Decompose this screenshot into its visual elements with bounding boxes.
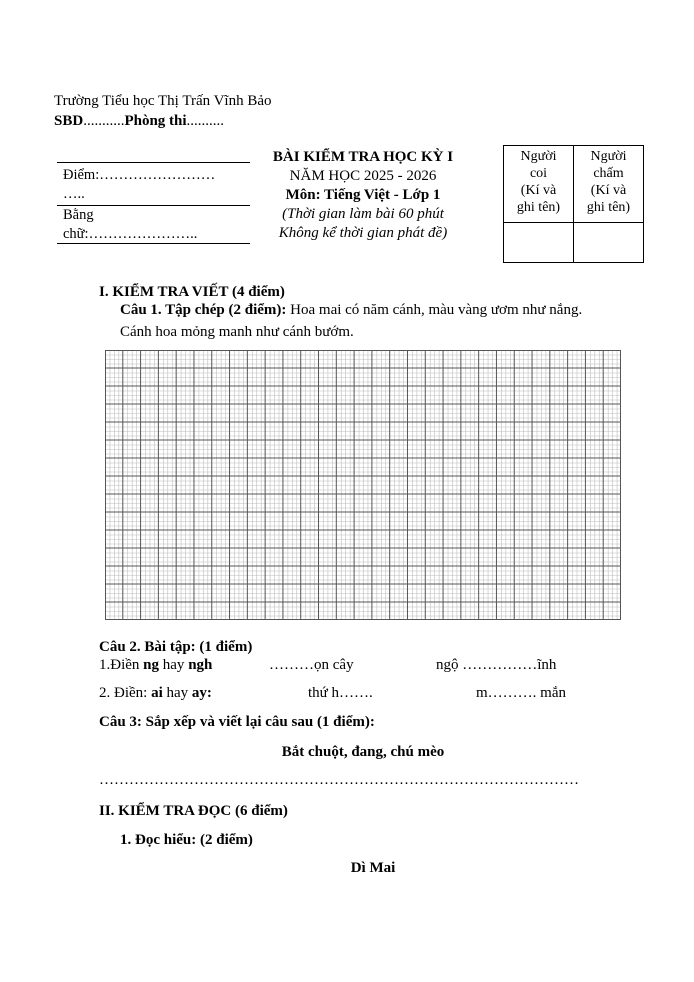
q2-2-ai: ai [151,685,163,701]
grader-header-line: ghi tên) [586,200,631,215]
q2-1-blank-2[interactable]: ngộ ……………ĩnh [436,657,557,673]
time-note-2: Không kể thời gian phát đề) [278,225,448,241]
grader-header-line: chấm [593,166,624,181]
q2-2-ay: ay: [191,685,212,701]
proctor-header-line: ghi tên) [516,200,561,215]
q1-text-a: Hoa mai có năm cánh, màu vàng ươm như nắng. [286,302,583,318]
grader-header [574,148,643,216]
proctor-header-line: (Kí và [520,183,557,198]
school-year: NĂM HỌC 2025 - 2026 [289,168,437,184]
sbd-label: SBD [54,113,84,129]
room-label: Phòng thi [124,113,187,129]
q1-line [120,302,582,319]
signature-table [503,145,644,263]
q2-1-pre: 1.Điền [99,657,144,673]
proctor-header-line: coi [529,166,548,181]
q2-2-pre: 2. Điền: [99,685,152,701]
exam-title: BÀI KIỂM TRA HỌC KỲ I [272,149,454,165]
q2-1-ng: ng [143,657,160,673]
q2-1-blank-1[interactable]: ………ọn cây [269,657,354,673]
grader-header-line: (Kí và [590,183,627,198]
score-words-field[interactable]: chữ:………………….. [63,226,198,242]
sbd-blank[interactable]: ........... [83,113,125,129]
q2-2-blank-1[interactable]: thứ h……. [308,685,373,701]
proctor-header-line: Người [520,149,557,164]
section2-heading: II. KIỂM TRA ĐỌC (6 điểm) [99,803,288,819]
room-blank[interactable]: .......... [186,113,225,129]
q2-1-mid: hay [159,657,189,673]
proctor-header [504,148,573,216]
q3-label: Câu 3: Sắp xếp và viết lại câu sau (1 điểm): [99,714,375,730]
q2-2-instruction [99,685,212,702]
score-field-cont: ….. [63,186,85,202]
story-title: Dì Mai [350,860,396,876]
q2-1-instruction [99,657,212,674]
score-box-mid-line [57,205,250,206]
proctor-signature-cell[interactable] [504,223,573,262]
grader-header-line: Người [590,149,627,164]
q2-2-mid: hay [162,685,192,701]
score-words-label: Bằng [63,207,94,223]
q2-1-ngh: ngh [188,657,213,673]
exam-title-block [252,148,474,243]
q2-label: Câu 2. Bài tập: (1 điểm) [99,639,253,655]
q2-2-blank-2[interactable]: m………. mắn [476,685,566,701]
school-name: Trường Tiểu học Thị Trấn Vĩnh Bảo [54,93,272,109]
q1-label: Câu 1. Tập chép (2 điểm): [120,302,287,318]
subject-line: Môn: Tiếng Việt - Lớp 1 [285,187,441,203]
q3-words: Bắt chuột, đang, chú mèo [281,744,445,760]
score-box [57,162,250,244]
q3-answer-line[interactable]: …………………………………………………………………………………… [99,772,579,788]
candidate-info-line [54,113,224,130]
score-box-bottom-line [57,243,250,244]
score-box-top-line [57,162,250,163]
q1-text-b: Cánh hoa mỏng manh như cánh bướm. [120,324,354,340]
reading-comprehension-heading: 1. Đọc hiểu: (2 điểm) [120,832,253,848]
score-field[interactable]: Điểm:…………………… [63,167,216,183]
grader-signature-cell[interactable] [574,223,643,262]
time-note-1: (Thời gian làm bài 60 phút [282,206,444,222]
writing-grid[interactable] [105,350,621,620]
section1-heading: I. KIỂM TRA VIẾT (4 điểm) [99,284,285,300]
